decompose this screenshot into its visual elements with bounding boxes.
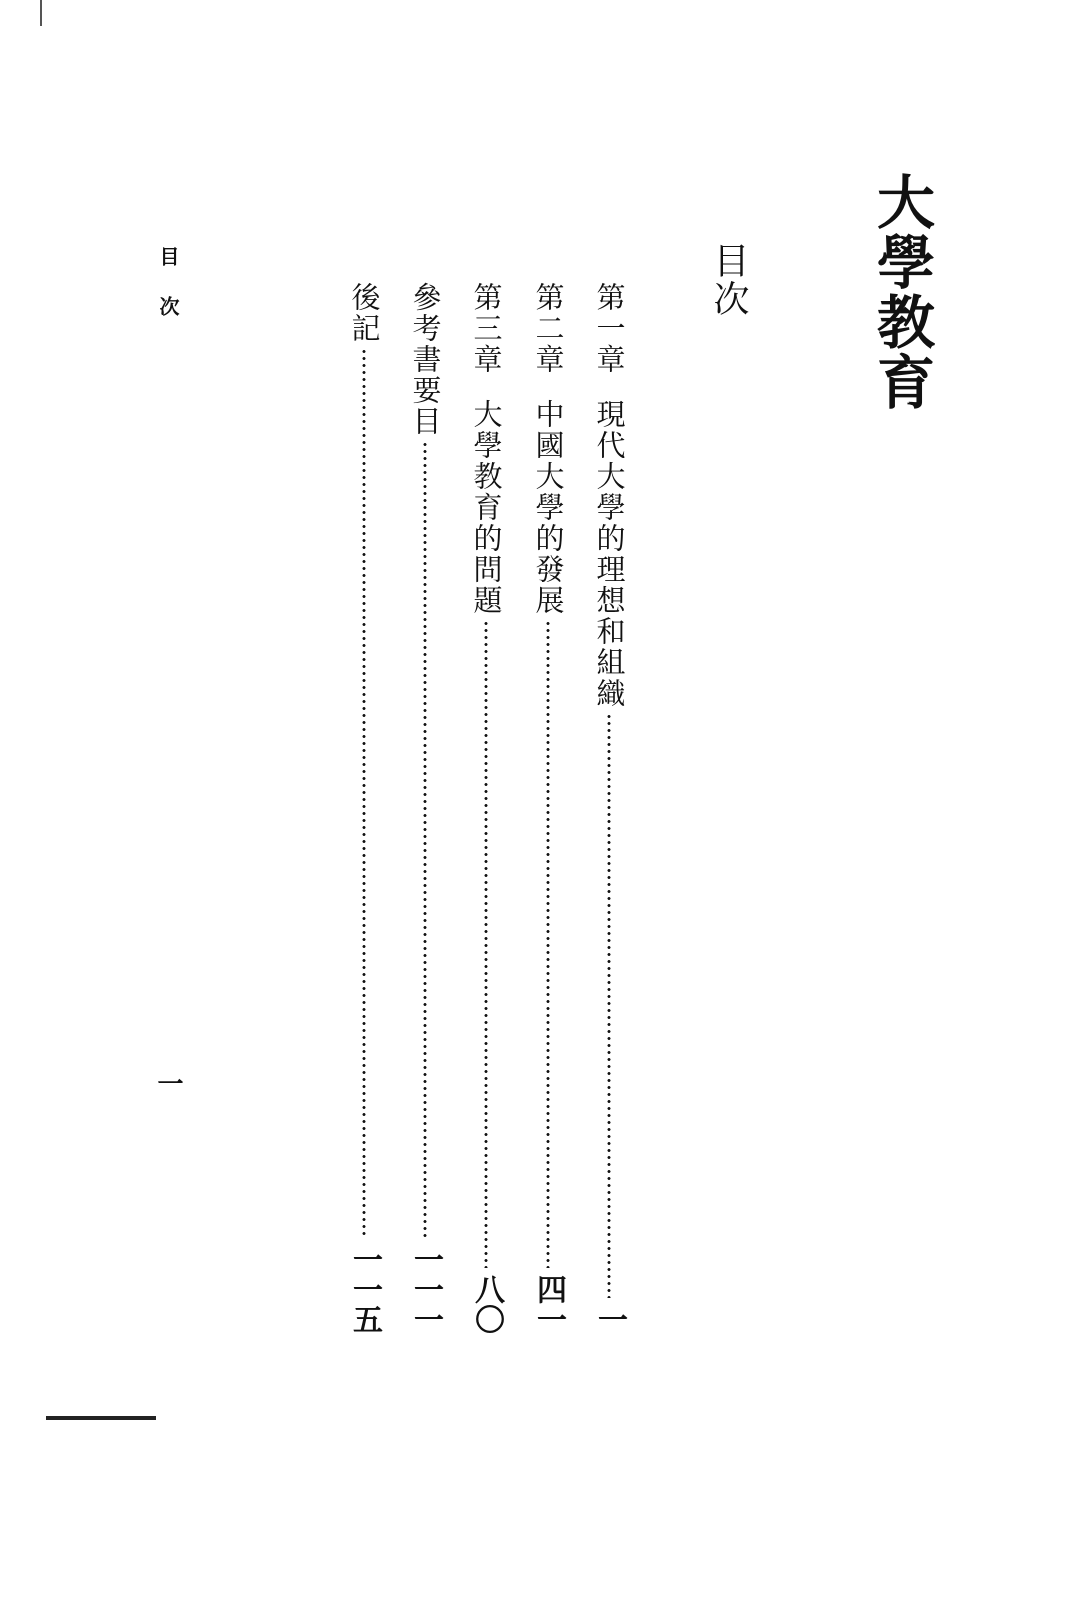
toc-entry-bibliography[interactable]: [405, 282, 445, 1334]
toc-heading: 目次: [708, 242, 749, 318]
toc-entry-afterword[interactable]: [344, 282, 384, 1334]
chapter-number: 第一章: [592, 282, 627, 375]
folio: 一: [153, 1070, 183, 1096]
scan-edge-mark: [40, 0, 42, 26]
dot-leader: [484, 620, 488, 1268]
running-head: [158, 246, 178, 316]
running-head-part1: 目: [156, 246, 180, 266]
toc-entry-chapter-1[interactable]: [589, 282, 629, 1334]
toc-entry-label: [347, 282, 382, 344]
chapter-title: 現代大學的理想和組織: [592, 399, 627, 709]
toc-entry-chapter-2[interactable]: [528, 282, 568, 1334]
page-number: 一一一: [408, 1244, 443, 1334]
chapter-title: 大學教育的問題: [469, 399, 504, 616]
dot-leader: [546, 620, 550, 1268]
entry-title: 後記: [347, 282, 382, 344]
dot-leader: [607, 713, 611, 1298]
chapter-number: 第三章: [469, 282, 504, 375]
entry-title: 參考書要目: [408, 282, 443, 437]
toc-entry-label: [531, 282, 566, 616]
chapter-title: 中國大學的發展: [531, 399, 566, 616]
book-title: 大學教育: [867, 172, 935, 412]
dot-leader: [423, 441, 427, 1238]
page-number: 四一: [531, 1274, 566, 1334]
toc-entry-label: [408, 282, 443, 437]
page-number: 一一五: [347, 1244, 382, 1334]
toc-entry-label: [592, 282, 627, 709]
toc-entry-label: [469, 282, 504, 616]
page-number: 八〇: [469, 1274, 504, 1334]
page-number: 一: [592, 1304, 627, 1334]
toc-entry-chapter-3[interactable]: [466, 282, 506, 1334]
running-head-part2: 次: [156, 296, 180, 316]
dot-leader: [362, 348, 366, 1238]
chapter-number: 第二章: [531, 282, 566, 375]
margin-rule: [46, 1416, 156, 1420]
